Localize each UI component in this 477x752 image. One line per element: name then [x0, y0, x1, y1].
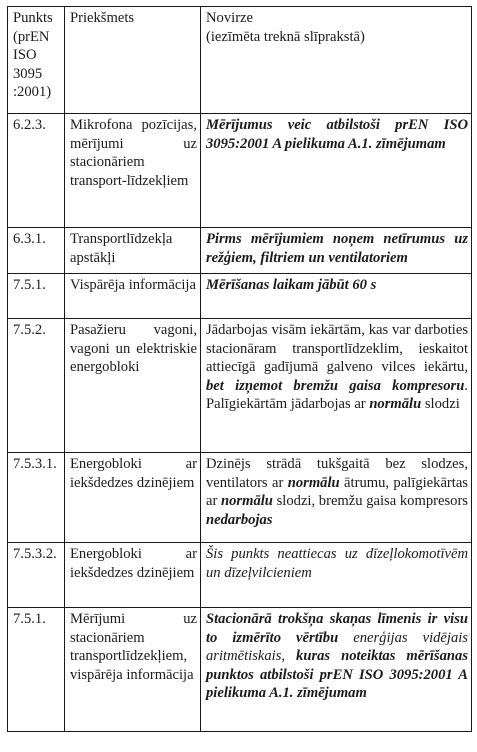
header-point-line: (prEN [13, 28, 50, 45]
deviation-text-run: ātrumu, palīgiekārtas ar [206, 474, 468, 509]
deviation-cell [201, 319, 472, 453]
header-point-cell [8, 7, 65, 114]
point-cell: 7.5.3.2. [8, 543, 65, 608]
deviation-text-run: normālu [221, 493, 273, 509]
deviation-text-run: bet izņemot bremžu gaisa kompresoru [206, 377, 465, 394]
deviation-text-run: Šis punkts neattiecas uz dīzeļlokomotīvēm un dīzeļvilcieniem [206, 546, 468, 581]
deviation-cell [201, 453, 472, 543]
header-deviation-line: (iezīmēta treknā slīprakstā) [206, 28, 365, 45]
point-cell: 7.5.1. [8, 608, 65, 732]
point-cell: 7.5.2. [8, 319, 65, 453]
table-row [8, 228, 472, 274]
deviation-text-run: normālu [287, 474, 340, 491]
point-cell: 6.2.3. [8, 114, 65, 228]
header-row [8, 7, 472, 114]
deviation-cell [201, 228, 472, 274]
deviation-text-run: Dzinējs strādā tukšgaitā bez slodzes, ventilators ar [206, 456, 468, 491]
table-row [8, 114, 472, 228]
subject-cell: Energobloki ar iekšdedzes dzinējiem [65, 543, 201, 608]
deviation-text-run: nedarbojas [206, 511, 273, 528]
subject-cell: Vispārēja informācija [65, 274, 201, 319]
point-cell: 6.3.1. [8, 228, 65, 274]
deviation-cell [201, 543, 472, 608]
deviation-text-run: Stacionārā trokšņa skaņas līmenis ir visu to izmērīto vērtību [206, 611, 468, 646]
subject-cell: Mikrofona pozīcijas, mērījumi uz stacionāriem transport-līdzekļiem [65, 114, 201, 228]
subject-cell: Mērījumi uz stacionāriem transportlīdzekļiem, vispārēja informācija [65, 608, 201, 732]
header-point-line: ISO [13, 47, 37, 63]
subject-cell: Transportlīdzekļa apstākļi [65, 228, 201, 274]
header-point-line: 3095 [13, 65, 43, 82]
deviation-text-run: Mērīšanas laikam jābūt 60 s [206, 277, 377, 293]
deviation-cell [201, 114, 472, 228]
deviation-text-run: slodzi [421, 396, 460, 412]
point-cell: 7.5.3.1. [8, 453, 65, 543]
header-point-line: :2001) [13, 84, 52, 100]
subject-cell: Energobloki ar iekšdedzes dzinējiem [65, 453, 201, 543]
point-cell: 7.5.1. [8, 274, 65, 319]
deviation-text-run: Pirms mērījumiem noņem netīrumus uz režģiem, filtriem un ventilatoriem [206, 231, 468, 266]
header-point-line: Punkts [13, 10, 53, 26]
table-row [8, 274, 472, 319]
deviation-text-run: Jādarbojas visām iekārtām, kas var darboties stacionāram transportlīdzeklim, ieskaitot attiecīgā gadījumā galveno vilces iekārtu, [206, 322, 468, 375]
header-deviation-cell [201, 7, 472, 114]
deviation-text-run: Mērījumus veic atbilstoši prEN ISO 3095:2001 A pielikuma A.1. zīmējumam [206, 117, 468, 152]
deviation-text-run: kuras noteiktas mērīšanas punktos atbilstoši prEN ISO 3095:2001 A pielikuma A.1. zīmējumam [206, 648, 469, 701]
deviation-cell [201, 608, 472, 732]
table-row [8, 319, 472, 453]
subject-cell: Pasažieru vagoni, vagoni un elektriskie energobloki [65, 319, 201, 453]
table-row [8, 453, 472, 543]
deviations-table [7, 6, 472, 732]
header-deviation-line: Novirze [206, 10, 254, 26]
table-row [8, 608, 472, 732]
deviation-text-run: enerģijas vidējais aritmētiskais, [206, 629, 468, 664]
deviation-cell [201, 274, 472, 319]
header-subject-cell: Priekšmets [65, 7, 201, 114]
deviation-text-run: . Palīgiekārtām jādarbojas ar [206, 377, 468, 412]
table-row [8, 543, 472, 608]
deviation-text-run: normālu [369, 396, 422, 412]
deviation-text-run: slodzi, bremžu gaisa kompresors [272, 493, 468, 509]
